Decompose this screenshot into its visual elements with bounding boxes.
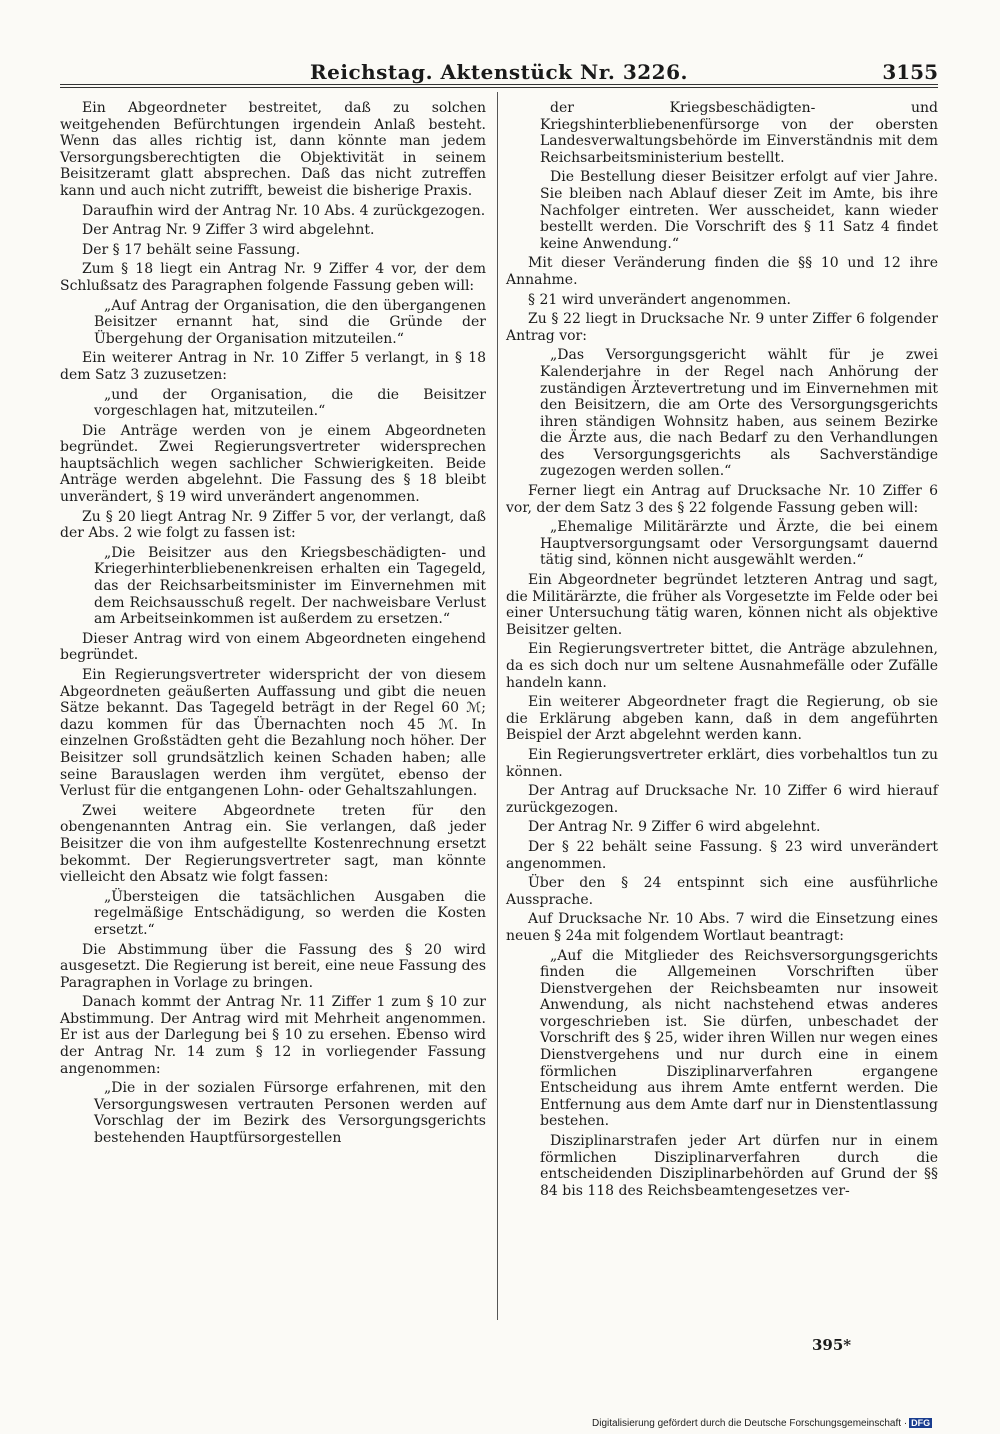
dfg-logo: DFG [911, 1418, 931, 1428]
quote-paragraph: „und der Organisation, die die Beisitzer vorgeschlagen hat, mitzuteilen.“ [94, 386, 486, 420]
quote-paragraph: „Das Versorgungsgericht wählt für je zwei Kalenderjahre in der Regel nach Anhörung der zuständigen Ärztevertretung und im Einvernehmen mit den Beisitzern, die am Orte des Versorgungsgerichts ihren ständigen Wohnsitz haben, aus seinem Bezirke die Ärzte aus, die nach Bedarf zu den Verhandlungen des Versorgungsgerichts als Sachverständige zugezogen werden sollen.“ [540, 347, 938, 480]
paragraph: Die Abstimmung über die Fassung des § 20 wird ausgesetzt. Die Regierung ist bereit, eine neue Fassung des Paragraphen in Vorlage zu bringen. [60, 941, 486, 991]
right-column [506, 100, 938, 1202]
quote-paragraph: Die Bestellung dieser Beisitzer erfolgt auf vier Jahre. Sie bleiben nach Ablauf dieser Zeit im Amte, bis ihre Nachfolger eintreten. Wer ausscheidet, kann wieder bestellt werden. Die Vorschrift des § 11 Satz 4 findet keine Anwendung.“ [540, 169, 938, 252]
column-divider [497, 92, 498, 1320]
quote-paragraph: Disziplinarstrafen jeder Art dürfen nur in einem förmlichen Disziplinarverfahren durch die entscheidenden Disziplinarbehörden auf Grund der §§ 84 bis 118 des Reichsbeamtengesetzes ver- [540, 1133, 938, 1199]
quote-paragraph: „Ehemalige Militärärzte und Ärzte, die bei einem Hauptversorgungsamt oder Versorgungsamt dauernd tätig sind, können nicht ausgewählt werden.“ [540, 519, 938, 569]
paragraph: Ein Regierungsvertreter bittet, die Anträge abzulehnen, da es sich doch nur um seltene Ausnahmefälle oder Zufälle handeln kann. [506, 641, 938, 691]
paragraph: Zu § 20 liegt Antrag Nr. 9 Ziffer 5 vor, der verlangt, daß der Abs. 2 wie folgt zu fassen ist: [60, 508, 486, 542]
paragraph: Über den § 24 entspinnt sich eine ausführliche Aussprache. [506, 875, 938, 908]
paragraph: Ein Regierungsvertreter erklärt, dies vorbehaltlos tun zu können. [506, 746, 938, 780]
quote-paragraph: „Auf die Mitglieder des Reichsversorgungsgerichts finden die Allgemeinen Vorschriften über Dienstvergehen der Reichsbeamten nur insoweit Anwendung, als nicht nachstehend etwas anderes vorgeschrieben ist. Sie dürfen, unbeschadet der Vorschrift des § 25, wider ihren Willen nur wegen eines Dienstvergehens und nur durch eine in einem förmlichen Disziplinarverfahren ergangene Entscheidung aus ihrem Amte entfernt werden. Die Entfernung aus dem Amte darf nur in Dienstentlassung bestehen. [540, 947, 938, 1130]
paragraph: Der Antrag auf Drucksache Nr. 10 Ziffer 6 wird hierauf zurückgezogen. [506, 783, 938, 816]
paragraph: Die Anträge werden von je einem Abgeordneten begründet. Zwei Regierungsvertreter widersprechen hauptsächlich wegen sachlicher Schwierigkeiten. Beide Anträge werden abgelehnt. Die Fassung des § 18 bleibt unverändert, § 19 wird unverändert angenommen. [60, 422, 486, 506]
paragraph: Der § 17 behält seine Fassung. [82, 241, 301, 258]
paragraph: Der § 22 behält seine Fassung. § 23 wird unverändert angenommen. [506, 838, 938, 872]
quote-paragraph: „Auf Antrag der Organisation, die den übergangenen Beisitzer ernannt hat, sind die Gründe der Übergehung der Organisation mitzuteilen.“ [94, 297, 486, 347]
paragraph: Zwei weitere Abgeordnete treten für den obengenannten Antrag ein. Sie verlangen, daß jeder Beisitzer die von ihm aufgestellte Kostenrechnung ersetzt bekommt. Der Regierungsvertreter sagt, man könnte vielleicht den Absatz wie folgt fassen: [60, 802, 486, 886]
footer-text: Digitalisierung gefördert durch die Deutsche Forschungsgemeinschaft · [592, 1418, 908, 1429]
header-title: Reichstag. Aktenstück Nr. 3226. [310, 60, 688, 84]
paragraph: Der Antrag Nr. 9 Ziffer 6 wird abgelehnt. [528, 819, 821, 836]
paragraph: Auf Drucksache Nr. 10 Abs. 7 wird die Einsetzung eines neuen § 24a mit folgendem Wortlaut beantragt: [506, 911, 938, 944]
digitization-footer [592, 1418, 932, 1429]
left-column [60, 100, 486, 1150]
quote-paragraph: „Übersteigen die tatsächlichen Ausgaben die regelmäßige Entschädigung, so werden die Kosten ersetzt.“ [94, 888, 486, 938]
paragraph: Ein weiterer Antrag in Nr. 10 Ziffer 5 verlangt, in § 18 dem Satz 3 zuzusetzen: [60, 350, 486, 383]
paragraph: Zu § 22 liegt in Drucksache Nr. 9 unter Ziffer 6 folgender Antrag vor: [506, 311, 938, 344]
page-number: 3155 [882, 60, 938, 84]
paragraph: Dieser Antrag wird von einem Abgeordneten eingehend begründet. [60, 630, 486, 664]
paragraph: Mit dieser Veränderung finden die §§ 10 und 12 ihre Annahme. [506, 255, 938, 288]
paragraph: Zum § 18 liegt ein Antrag Nr. 9 Ziffer 4 vor, der dem Schlußsatz des Paragraphen folgende Fassung geben will: [60, 261, 486, 294]
paragraph: Ferner liegt ein Antrag auf Drucksache Nr. 10 Ziffer 6 vor, der dem Satz 3 des § 22 folgende Fassung geben will: [506, 483, 938, 516]
paragraph: Danach kommt der Antrag Nr. 11 Ziffer 1 zum § 10 zur Abstimmung. Der Antrag wird mit Mehrheit angenommen. Er ist aus der Darlegung bei § 10 zu ersehen. Ebenso wird der Antrag Nr. 14 zum § 12 in vorliegender Fassung angenommen: [60, 994, 486, 1077]
paragraph: § 21 wird unverändert angenommen. [528, 291, 791, 308]
paragraph: Der Antrag Nr. 9 Ziffer 3 wird abgelehnt. [82, 222, 375, 239]
paragraph: Ein Regierungsvertreter widerspricht der von diesem Abgeordneten geäußerten Auffassung und gibt die neuen Sätze bekannt. Das Tagegeld beträgt in der Regel 60 ℳ; dazu kommen für das Übernachten noch 45 ℳ. In einzelnen Großstädten geht die Bezahlung noch höher. Der Beisitzer soll grundsätzlich keinen Schaden haben; alle seine Barauslagen werden ihm vergütet, ebenso der Verlust für die entgangenen Lohn- oder Gehaltszahlungen. [60, 667, 486, 800]
printer-signature: 395* [812, 1336, 852, 1354]
paragraph: Ein Abgeordneter bestreitet, daß zu solchen weitgehenden Befürchtungen irgendein Anlaß besteht. Wenn das alles richtig ist, dann könnte man jedem Versorgungsberechtigten die Objektivität in seinem Beisitzeramt glatt absprechen. Daß das nicht zutreffen kann und auch nicht zutrifft, beweist die bisherige Praxis. [60, 100, 486, 199]
paragraph: Ein weiterer Abgeordneter fragt die Regierung, ob sie die Erklärung abgeben kann, daß in dem angeführten Beispiel der Arzt abgelehnt werden kann. [506, 694, 938, 744]
header-rule-second [60, 87, 938, 88]
quote-paragraph: „Die Beisitzer aus den Kriegsbeschädigten- und Kriegerhinterbliebenenkreisen erhalten ein Tagegeld, das der Reichsarbeitsminister im Einvernehmen mit dem Reichsausschuß regelt. Der nachweisbare Verlust am Arbeitseinkommen ist außerdem zu ersetzen.“ [94, 544, 486, 628]
paragraph: Daraufhin wird der Antrag Nr. 10 Abs. 4 zurückgezogen. [82, 202, 486, 219]
quote-paragraph: der Kriegsbeschädigten- und Kriegshinterbliebenenfürsorge von der obersten Landesverwaltungsbehörde im Einverständnis mit dem Reichsarbeitsministerium bestellt. [540, 100, 938, 166]
header-rule [60, 84, 938, 85]
paragraph: Ein Abgeordneter begründet letzteren Antrag und sagt, die Militärärzte, die früher als Vorgesetzte im Felde oder bei einer Untersuchung tätig waren, können nicht als objektive Beisitzer gelten. [506, 572, 938, 638]
quote-paragraph: „Die in der sozialen Fürsorge erfahrenen, mit den Versorgungswesen vertrauten Personen werden auf Vorschlag der im Bezirk des Versorgungsgerichts bestehenden Hauptfürsorgestellen [94, 1080, 486, 1147]
